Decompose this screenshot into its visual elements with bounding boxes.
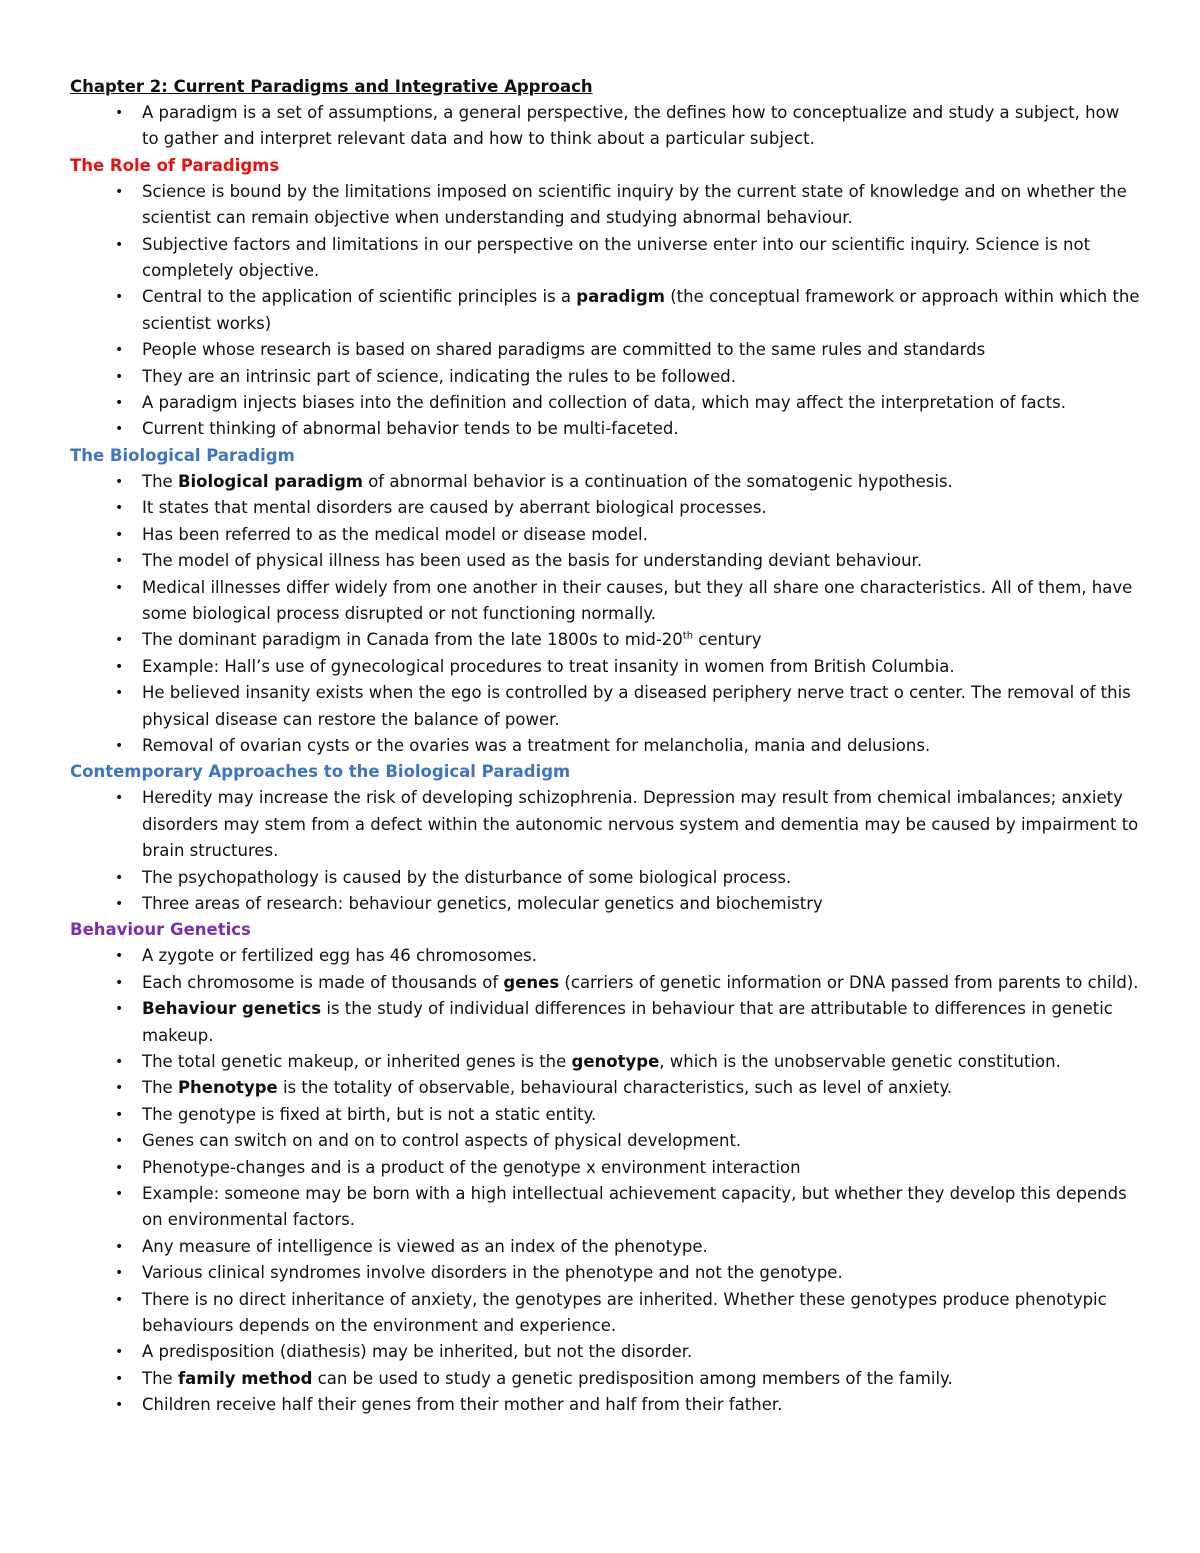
bullet-icon: • <box>115 183 124 200</box>
item-text: Central to the application of scientific principles is a <box>142 287 577 307</box>
item-text: (carriers of genetic information or DNA passed from parents to child). <box>559 972 1139 992</box>
bullet-icon: • <box>115 1001 124 1018</box>
bullet-icon: • <box>115 395 124 412</box>
list-item <box>70 390 1140 416</box>
bullet-icon: • <box>115 342 124 359</box>
item-text: Example: someone may be born with a high intellectual achievement capacity, but whether they develop this depends on environmental factors. <box>142 1184 1127 1230</box>
bullet-icon: • <box>115 553 124 570</box>
item-text: Three areas of research: behaviour genetics, molecular genetics and biochemistry <box>142 893 823 913</box>
item-text: Phenotype-changes and is a product of the genotype x environment interaction <box>142 1157 801 1177</box>
item-text: The genotype is fixed at birth, but is not a static entity. <box>142 1104 597 1124</box>
list-item <box>70 495 1140 521</box>
item-text: Has been referred to as the medical model or disease model. <box>142 524 648 544</box>
bullet-icon: • <box>115 1265 124 1282</box>
list-item <box>70 785 1140 864</box>
bullet-icon: • <box>115 473 124 490</box>
item-text: A paradigm injects biases into the definition and collection of data, which may affect the interpretation of facts. <box>142 393 1066 413</box>
bold-term: genotype <box>571 1052 660 1071</box>
item-text: Subjective factors and limitations in our perspective on the universe enter into our scientific inquiry. Science is not completely objective. <box>142 234 1091 281</box>
section-heading-role: The Role of Paradigms <box>70 155 280 175</box>
item-text: Medical illnesses differ widely from one another in their causes, but they all share one characteristics. All of them, have some biological process disrupted or not functioning normally. <box>142 577 1133 623</box>
bullet-icon: • <box>115 895 124 912</box>
bullet-icon: • <box>115 421 124 438</box>
list-item <box>70 865 1140 891</box>
bullet-icon: • <box>115 1159 124 1176</box>
list-item <box>70 1075 1140 1101</box>
list-item <box>70 1102 1140 1128</box>
bullet-icon: • <box>115 1344 124 1361</box>
item-text: The <box>142 1368 178 1388</box>
superscript: th <box>682 630 694 642</box>
biological-list <box>70 469 1140 759</box>
role-list <box>70 179 1140 443</box>
bullet-icon: • <box>115 1370 124 1387</box>
item-text: Children receive half their genes from their mother and half from their father. <box>142 1395 783 1415</box>
item-text: , which is the unobservable genetic constitution. <box>659 1052 1061 1071</box>
item-text: Various clinical syndromes involve disorders in the phenotype and not the genotype. <box>142 1263 843 1283</box>
behaviour-list <box>70 943 1140 1418</box>
list-item <box>70 943 1140 969</box>
bullet-icon: • <box>115 869 124 886</box>
chapter-title: Chapter 2: Current Paradigms and Integrative Approach <box>70 77 593 96</box>
list-item <box>70 416 1140 442</box>
bullet-icon: • <box>115 1238 124 1255</box>
item-text: (the conceptual framework or approach within which the scientist works) <box>142 287 1140 333</box>
bullet-icon: • <box>115 737 124 754</box>
section-heading-biological: The Biological Paradigm <box>70 445 295 465</box>
list-item <box>70 733 1140 759</box>
bullet-icon: • <box>115 658 124 675</box>
list-item <box>70 469 1140 495</box>
list-item <box>70 1155 1140 1181</box>
list-item <box>70 1366 1140 1392</box>
item-text: A paradigm is a set of assumptions, a general perspective, the defines how to conceptualize and study a subject, how to gather and interpret relevant data and how to think about a particular subject. <box>142 103 1120 149</box>
item-text: is the totality of observable, behavioural characteristics, such as level of anxiety. <box>277 1078 953 1098</box>
list-item <box>70 1260 1140 1286</box>
list-item <box>70 232 1140 285</box>
bullet-icon: • <box>115 526 124 543</box>
item-text: Any measure of intelligence is viewed as an index of the phenotype. <box>142 1236 708 1256</box>
item-text: is the study of individual differences in behaviour that are attributable to differences in genetic makeup. <box>142 999 1113 1045</box>
intro-list <box>70 100 1140 153</box>
list-item <box>70 654 1140 680</box>
item-text: The <box>142 471 178 491</box>
item-text: There is no direct inheritance of anxiety, the genotypes are inherited. Whether these genotypes produce phenotypic behaviours depends on the environment and experience. <box>142 1289 1107 1336</box>
list-item <box>70 1339 1140 1365</box>
contemporary-list <box>70 785 1140 917</box>
list-item <box>70 1287 1140 1340</box>
bullet-icon: • <box>115 1054 124 1070</box>
list-item <box>70 337 1140 363</box>
item-text: The psychopathology is caused by the disturbance of some biological process. <box>142 867 792 887</box>
list-item <box>70 627 1140 653</box>
list-item <box>70 364 1140 390</box>
item-text: Heredity may increase the risk of developing schizophrenia. Depression may result from chemical imbalances; anxiety disorders may stem from a defect within the autonomic nervous system and dementia may be caused by impairment to brain structures. <box>142 788 1139 861</box>
bullet-icon: • <box>115 1133 124 1150</box>
item-text: Example: Hall’s use of gynecological procedures to treat insanity in women from British Columbia. <box>142 656 955 676</box>
item-text: Current thinking of abnormal behavior tends to be multi-faceted. <box>142 419 679 439</box>
bullet-icon: • <box>115 368 124 385</box>
item-text: Removal of ovarian cysts or the ovaries was a treatment for melancholia, mania and delusions. <box>142 735 931 755</box>
item-text: Genes can switch on and on to control aspects of physical development. <box>142 1131 742 1151</box>
item-text: The model of physical illness has been used as the basis for understanding deviant behaviour. <box>142 551 923 571</box>
list-item <box>70 548 1140 574</box>
item-text: The total genetic makeup, or inherited genes is the <box>142 1052 572 1071</box>
list-item <box>70 522 1140 548</box>
list-item <box>70 1128 1140 1154</box>
section-heading-behaviour-genetics: Behaviour Genetics <box>70 920 251 940</box>
bold-term: Phenotype <box>177 1078 278 1098</box>
item-text: People whose research is based on shared paradigms are committed to the same rules and standards <box>142 340 986 360</box>
bullet-icon: • <box>115 500 124 517</box>
item-text: The dominant paradigm in Canada from the late 1800s to mid-20 <box>142 630 683 650</box>
bullet-icon: • <box>115 1397 124 1414</box>
list-item <box>70 1234 1140 1260</box>
bullet-icon: • <box>115 1080 124 1097</box>
list-item <box>70 891 1140 917</box>
item-text: He believed insanity exists when the ego is controlled by a diseased periphery nerve tract o center. The removal of this physical disease can restore the balance of power. <box>142 683 1131 729</box>
list-item <box>70 970 1140 996</box>
item-text: A zygote or fertilized egg has 46 chromosomes. <box>142 946 537 966</box>
bullet-icon: • <box>115 632 124 649</box>
list-item <box>70 1181 1140 1234</box>
list-item <box>70 1049 1140 1075</box>
item-text: It states that mental disorders are caused by aberrant biological processes. <box>142 498 767 518</box>
section-heading-contemporary: Contemporary Approaches to the Biological Paradigm <box>70 762 571 782</box>
bullet-icon: • <box>115 790 124 807</box>
bullet-icon: • <box>115 1186 124 1203</box>
item-text: can be used to study a genetic predisposition among members of the family. <box>312 1368 953 1388</box>
bullet-icon: • <box>115 289 124 306</box>
item-text: Each chromosome is made of thousands of <box>142 972 504 992</box>
bullet-icon: • <box>115 1291 124 1308</box>
bullet-icon: • <box>115 1106 124 1123</box>
bold-term: Behaviour genetics <box>142 999 322 1019</box>
item-text: of abnormal behavior is a continuation of the somatogenic hypothesis. <box>362 471 953 491</box>
bullet-icon: • <box>115 974 124 991</box>
list-item <box>70 680 1140 733</box>
bold-term: Biological paradigm <box>177 471 363 491</box>
bullet-icon: • <box>115 236 124 253</box>
list-item <box>70 100 1140 153</box>
item-text: century <box>693 630 762 650</box>
bullet-icon: • <box>115 948 124 965</box>
item-text: Science is bound by the limitations imposed on scientific inquiry by the current state of knowledge and on whether the scientist can remain objective when understanding and studying abnormal behaviour. <box>142 181 1127 228</box>
list-item <box>70 1392 1140 1418</box>
item-text: They are an intrinsic part of science, indicating the rules to be followed. <box>142 366 736 386</box>
list-item <box>70 284 1140 337</box>
list-item <box>70 996 1140 1049</box>
bullet-icon: • <box>115 105 124 121</box>
bold-term: family method <box>177 1368 313 1388</box>
list-item <box>70 179 1140 232</box>
bold-term: paradigm <box>576 287 665 307</box>
list-item <box>70 575 1140 628</box>
bold-term: genes <box>503 972 560 992</box>
bullet-icon: • <box>115 579 124 596</box>
item-text: A predisposition (diathesis) may be inherited, but not the disorder. <box>142 1342 693 1362</box>
item-text: The <box>142 1078 178 1098</box>
bullet-icon: • <box>115 685 124 702</box>
